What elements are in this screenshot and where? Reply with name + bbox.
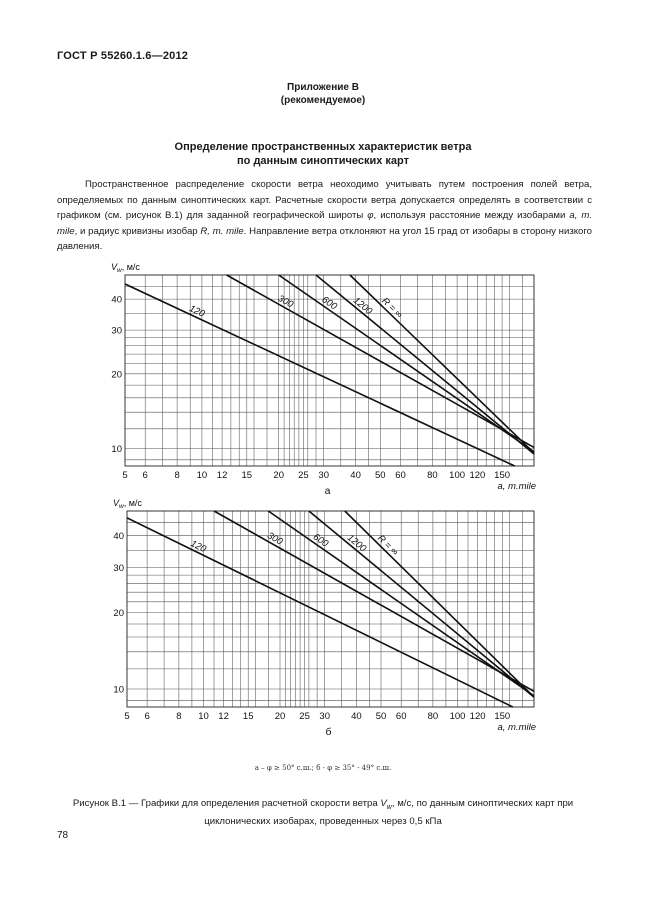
x-tick-label: 10 xyxy=(196,470,208,481)
y-tick-label: 30 xyxy=(111,325,122,337)
x-tick-label: 60 xyxy=(395,470,406,481)
chart-panel-a xyxy=(111,262,536,497)
x-tick-label: 12 xyxy=(218,711,229,722)
caption-prefix: Рисунок В.1 — Графики для определения расчетной скорости ветра xyxy=(72,798,381,809)
series-label: 120 xyxy=(188,538,208,556)
x-tick-label: 40 xyxy=(350,470,361,481)
distance-variable: a, m. mile xyxy=(57,210,593,237)
y-tick-label: 40 xyxy=(113,531,124,543)
y-tick-label: 20 xyxy=(111,369,122,381)
paragraph-text-2: , используя расстояние между изобарами xyxy=(373,210,570,222)
series-label: 600 xyxy=(319,294,339,313)
y-axis-label: $V_w$, м/с xyxy=(111,262,140,274)
x-axis-label: a, m.mile xyxy=(497,722,536,733)
latitude-note: a – φ ≥ 50° с.ш.; б - φ ≥ 35° - 49° с.ш. xyxy=(254,764,392,772)
x-tick-label: 40 xyxy=(351,711,362,722)
appendix-title: Приложение В xyxy=(287,82,359,93)
series-label: R = ∞ xyxy=(375,532,401,558)
x-tick-label: 10 xyxy=(198,711,209,722)
series-label: 300 xyxy=(275,293,296,311)
series-line-0 xyxy=(345,511,534,697)
appendix-subtitle: (рекомендуемое) xyxy=(280,95,366,106)
series-label: 600 xyxy=(310,531,331,550)
paragraph-text-1: Пространственное распределение скорости ветра неоходимо учитывать путем построения полей ветра, определяемых по данным синоптических карт. Расчетные скорости ветра допускается определять в соответствии с графиком (см. рисунок В.1) для заданной географической широты xyxy=(57,179,592,222)
page-number: 78 xyxy=(57,830,69,841)
x-tick-label: 150 xyxy=(494,711,511,722)
series-label: 1200 xyxy=(344,532,369,555)
y-tick-label: 10 xyxy=(113,684,124,696)
caption-v: V xyxy=(380,798,387,809)
panel-label: а xyxy=(324,485,331,497)
series-line-4 xyxy=(125,284,515,466)
x-tick-label: 50 xyxy=(375,470,386,481)
x-tick-label: 12 xyxy=(216,470,228,481)
x-tick-label: 50 xyxy=(375,711,387,722)
caption-v-sub: w xyxy=(386,803,392,811)
x-tick-label: 120 xyxy=(469,470,486,481)
series-line-1 xyxy=(309,511,534,697)
x-tick-label: 5 xyxy=(122,470,128,481)
x-tick-label: 6 xyxy=(142,470,148,481)
x-tick-label: 60 xyxy=(395,711,407,722)
x-tick-label: 80 xyxy=(427,711,439,722)
x-tick-label: 5 xyxy=(124,711,130,722)
series-label: 1200 xyxy=(350,295,375,318)
x-tick-label: 8 xyxy=(176,711,182,722)
x-tick-label: 100 xyxy=(449,470,466,481)
x-tick-label: 15 xyxy=(241,470,253,481)
section-title-line2: по данным синоптических карт xyxy=(237,155,409,167)
x-tick-label: 8 xyxy=(174,470,180,481)
series-label: 120 xyxy=(187,303,207,320)
series-line-0 xyxy=(350,275,534,453)
x-tick-label: 20 xyxy=(274,711,286,722)
latitude-symbol: φ xyxy=(367,210,374,222)
x-axis-label: a, m.mile xyxy=(497,481,536,492)
y-tick-label: 20 xyxy=(113,607,124,619)
figure-caption xyxy=(40,797,606,829)
paragraph-text-3: , и радиус кривизны изобар xyxy=(74,225,201,237)
series-label: R = ∞ xyxy=(379,295,405,321)
panel-label: б xyxy=(325,726,332,738)
x-tick-label: 30 xyxy=(318,470,329,481)
x-tick-label: 100 xyxy=(449,711,466,722)
document-header: ГОСТ Р 55260.1.6—2012 xyxy=(57,50,189,62)
plot-frame xyxy=(127,511,534,707)
chart-panel-b xyxy=(113,498,536,738)
y-tick-label: 30 xyxy=(113,563,124,574)
y-tick-label: 40 xyxy=(111,294,122,306)
series-label: 300 xyxy=(265,530,285,548)
x-tick-label: 15 xyxy=(242,711,254,722)
x-tick-label: 80 xyxy=(427,470,438,481)
y-axis-label: $V_w$, м/с xyxy=(113,498,142,510)
y-tick-label: 10 xyxy=(111,444,122,455)
series-line-1 xyxy=(316,275,534,454)
section-title-line1: Определение пространственных характеристик ветра xyxy=(174,141,472,153)
series-line-3 xyxy=(214,511,534,691)
x-tick-label: 25 xyxy=(299,711,310,722)
x-tick-label: 30 xyxy=(319,711,330,722)
x-tick-label: 6 xyxy=(144,711,150,722)
x-tick-label: 20 xyxy=(273,470,284,481)
x-tick-label: 120 xyxy=(469,711,486,722)
caption-suffix: , м/с, по данным синоптических карт при циклонических изобарах, проведенных через 0,5 кПа xyxy=(204,798,574,827)
x-tick-label: 150 xyxy=(494,470,511,481)
paragraph-text-4: . Направление ветра отклоняют на угол 15 град от изобары в сторону низкого давления. xyxy=(57,225,592,253)
x-tick-label: 25 xyxy=(298,470,309,481)
radius-variable: R, m. mile xyxy=(200,225,244,237)
